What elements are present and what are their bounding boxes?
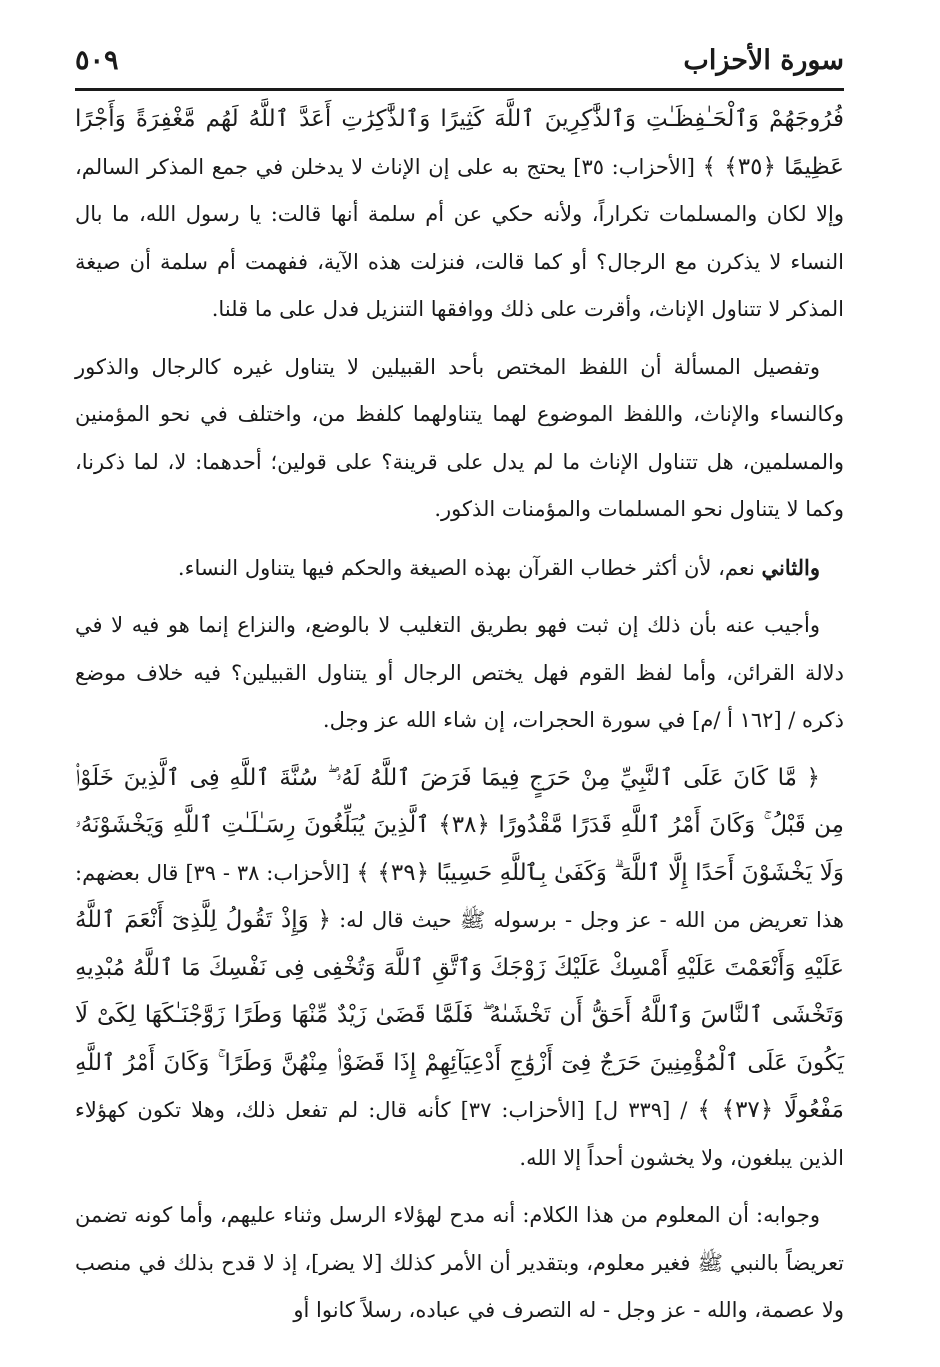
quran-verse-35: فُرُوجَهُمْ وَٱلْحَـٰفِظَـٰتِ وَٱلذَّٰكِرِينَ ٱللَّهَ كَثِيرًا وَٱلذَّٰكِرَٰتِ أَعَدَّ ٱللَّهُ لَهُم مَّغْفِرَةً وَأَجْرًا عَظِيمًا ﴿٣٥﴾ ﴾ <box>75 106 845 180</box>
page-body <box>75 96 845 1322</box>
quran-verse-38-39: ﴿ مَّا كَانَ عَلَى ٱلنَّبِيِّ مِنْ حَرَجٍ فِيمَا فَرَضَ ٱللَّهُ لَهُۥ ۖ سُنَّةَ ٱللَّهِ فِى ٱلَّذِينَ خَلَوْا۟ مِن قَبْلُ ۚ وَكَانَ أَمْرُ ٱللَّهِ قَدَرًا مَّقْدُورًا ﴿٣٨﴾ ٱلَّذِينَ يُبَلِّغُونَ رِسَـٰلَـٰتِ ٱللَّهِ وَيَخْشَوْنَهُۥ وَلَا يَخْشَوْنَ أَحَدًا إِلَّا ٱللَّهَ ۗ وَكَفَىٰ بِٱللَّهِ حَسِيبًا ﴿٣٩﴾ ﴾ <box>75 764 845 886</box>
paragraph-4: وأجيب عنه بأن ذلك إن ثبت فهو بطريق التغليب لا بالوضع، والنزاع إنما هو فيه لا في دلالة القرائن، وأما لفظ القوم فهل يختص الرجال أو يتناول القبيلين؟ فيه خلاف موضع ذكره / [١٦٢ أ /م] في سورة الحجرات، إن شاء الله عز وجل. <box>75 613 844 732</box>
paragraph-6: وجوابه: أن المعلوم من هذا الكلام: أنه مدح لهؤلاء الرسل وثناء عليهم، وأما كونه تضمن تعريضاً بالنبي ﷺ فغير معلوم، وبتقدير أن الأمر كذلك [لا يضر]، إذ لا قدح بذلك في منصب ولا عصمة، والله - عز وجل - له التصرف في عباده، رسلاً كانوا أو <box>75 1203 844 1322</box>
lead-word: والثاني <box>761 554 820 580</box>
surah-title: سورة الأحزاب <box>683 44 844 76</box>
paragraph-2: وتفصيل المسألة أن اللفظ المختص بأحد القبيلين لا يتناول غيره كالرجال والذكور وكالنساء والإناث، واللفظ الموضوع لهما يتناولهما كلفظ من، واختلف في نحو المؤمنين والمسلمين، هل تتناول الإناث ما لم يدل على قرينة؟ على قولين؛ أحدهما: لا، لما ذكرنا، وكما لا يتناول نحو المسلمات والمؤمنات الذكور. <box>75 354 844 521</box>
commentary-text: نعم، لأن أكثر خطاب القرآن بهذه الصيغة والحكم فيها يتناول النساء. <box>177 555 762 580</box>
page-header <box>75 34 844 86</box>
header-divider <box>75 88 844 91</box>
paragraph-3 <box>75 544 844 593</box>
commentary-text: [الأحزاب: ٣٨ - ٣٩] قال بعضهم: هذا تعريض من الله - عز وجل - برسوله ﷺ حيث قال له: <box>75 860 844 932</box>
commentary-text: [الأحزاب: ٣٥] يحتج به على إن الإناث لا يدخلن في جمع المذكر السالم، وإلا لكان والمسلمات تكراراً، ولأنه حكي عن أم سلمة أنها قالت: يا رسول الله، ما بال النساء لا يذكرن مع الرجال؟ أو كما قالت، فنزلت هذه الآية، ففهمت أم سلمة أن صيغة المذكر لا تتناول الإناث، وأقرت على ذلك ووافقها التنزيل فدل على ما قلنا. <box>75 154 844 321</box>
paragraph-1 <box>75 96 844 334</box>
paragraph-5 <box>75 755 844 1183</box>
page-number: ٥٠٩ <box>75 44 119 76</box>
commentary-text: / [٣٣٩ ل] [الأحزاب: ٣٧] كأنه قال: لم تفعل ذلك، وهلا تكون كهؤلاء الذين يبلغون، ولا يخشون أحداً إلا الله. <box>75 1098 844 1170</box>
quran-verse-37: ﴿ وَإِذْ تَقُولُ لِلَّذِىٓ أَنْعَمَ ٱللَّهُ عَلَيْهِ وَأَنْعَمْتَ عَلَيْهِ أَمْسِكْ عَلَيْكَ زَوْجَكَ وَٱتَّقِ ٱللَّهَ وَتُخْفِى فِى نَفْسِكَ مَا ٱللَّهُ مُبْدِيهِ وَتَخْشَى ٱلنَّاسَ وَٱللَّهُ أَحَقُّ أَن تَخْشَىٰهُ ۖ فَلَمَّا قَضَىٰ زَيْدٌ مِّنْهَا وَطَرًا زَوَّجْنَـٰكَهَا لِكَىْ لَا يَكُونَ عَلَى ٱلْمُؤْمِنِينَ حَرَجٌ فِىٓ أَزْوَٰجِ أَدْعِيَآئِهِمْ إِذَا قَضَوْا۟ مِنْهُنَّ وَطَرًا ۚ وَكَانَ أَمْرُ ٱللَّهِ مَفْعُولًا ﴿٣٧﴾ ﴾ <box>75 907 845 1123</box>
